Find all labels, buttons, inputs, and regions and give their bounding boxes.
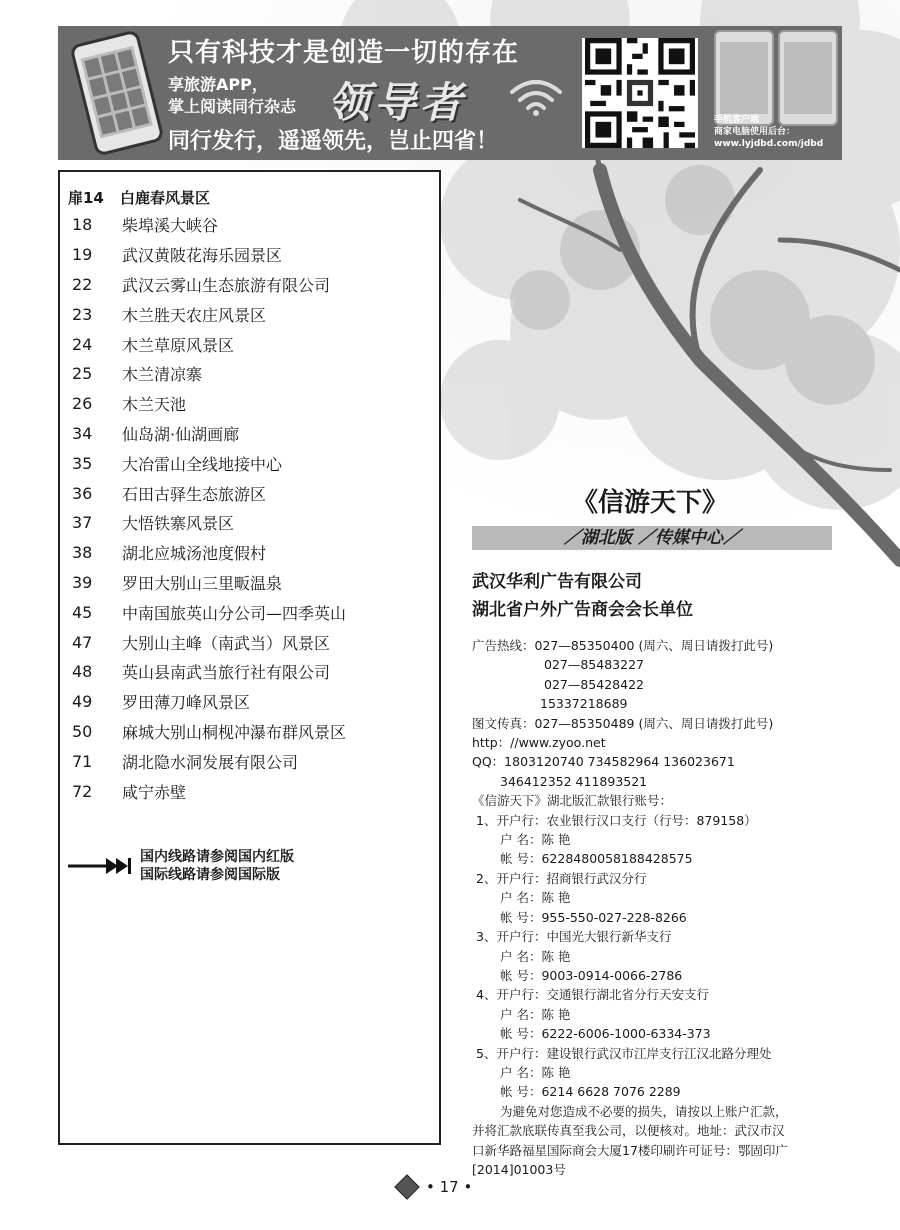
index-item[interactable] [68,448,439,478]
account-holder: 户 名：陈 艳 [500,832,571,848]
account-number: 帐 号：6228480058188428575 [500,851,693,867]
account-bank: 3、开户行：中国光大银行新华支行 [476,929,672,945]
index-item[interactable] [68,538,439,568]
index-page: 71 [72,751,93,771]
index-item[interactable] [68,776,439,806]
index-page: 36 [72,483,93,503]
index-item[interactable] [68,270,439,300]
index-name: 麻城大别山桐枧冲瀑布群风景区 [122,722,347,742]
index-page: 18 [72,215,93,235]
index-name: 大别山主峰（南武当）风景区 [122,633,331,653]
account-holder: 户 名：陈 艳 [500,890,571,906]
account-number: 帐 号：6214 6628 7076 2289 [500,1084,681,1100]
index-item[interactable] [68,657,439,687]
index-item[interactable] [68,508,439,538]
qq-line-2: 346412352 411893521 [500,773,648,789]
top-banner-ad[interactable] [58,26,842,160]
notice-text: 并将汇款底联传真至我公司，以便核对。地址：武汉市汉 [472,1123,785,1139]
index-name: 罗田大别山三里畈温泉 [122,573,283,593]
index-page: 37 [72,513,93,533]
banner-url[interactable]: www.lyjdbd.com/jdbd [714,139,824,149]
index-page: 扉14 [68,188,104,207]
account-bank: 2、开户行：招商银行武汉分行 [476,870,647,886]
account-holder: 户 名：陈 艳 [500,1064,571,1080]
index-page: 25 [72,364,93,384]
index-name: 大冶雷山全线地接中心 [122,454,283,474]
index-page: 22 [72,274,93,294]
index-page: 34 [72,423,93,443]
index-name: 英山县南武当旅行社有限公司 [122,663,331,683]
company-title: 湖北省户外广告商会会长单位 [472,600,693,620]
contact-block [472,636,842,1179]
index-name: 木兰天池 [122,395,187,415]
index-name: 木兰胜天农庄风景区 [122,305,267,325]
account-number: 帐 号：955-550-027-228-8266 [500,909,687,925]
notice-text: 口新华路福星国际商会大厦17楼印刷许可证号：鄂固印广 [472,1142,788,1158]
remit-title: 《信游天下》湖北版汇款银行账号： [472,793,673,809]
index-page: 72 [72,781,93,801]
index-item[interactable] [68,359,439,389]
wifi-icon [506,76,566,116]
banner-app-text: 享旅游APP， 掌上阅读同行杂志 [168,75,297,116]
company-name: 武汉华利广告有限公司 [472,572,642,592]
index-page: 26 [72,394,93,414]
index-item[interactable] [68,240,439,270]
index-name: 咸宁赤壁 [122,782,187,802]
account-bank: 5、开户行：建设银行武汉市江岸支行江汉北路分理处 [476,1045,772,1061]
phone-illustration [69,29,164,157]
index-name: 湖北应城汤池度假村 [122,544,267,564]
index-item[interactable] [68,746,439,776]
ad-hotline-4: 15337218689 [540,696,628,712]
index-page: 35 [72,453,93,473]
index-name: 白鹿春风景区 [120,188,211,207]
route-note [68,848,294,884]
route-note-international: 国际线路请参阅国际版 [140,867,280,883]
route-note-domestic: 国内线路请参阅国内红版 [140,849,294,865]
index-page: 49 [72,692,93,712]
index-name: 湖北隐水洞发展有限公司 [122,752,299,772]
banner-slogan: 只有科技才是创造一切的存在 [168,38,520,68]
index-item[interactable] [68,389,439,419]
banner-leader-text: 领导者 [328,78,467,127]
index-name: 中南国旅英山分公司—四季英山 [122,603,347,623]
account-number: 帐 号：6222-6006-1000-6334-373 [500,1026,711,1042]
account-number: 帐 号：9003-0914-0066-2786 [500,967,683,983]
account-bank: 4、开户行：交通银行湖北省分行天安支行 [476,987,709,1003]
index-name: 柴埠溪大峡谷 [122,216,219,236]
index-page: 38 [72,543,93,563]
page-footer [398,1176,472,1198]
banner-caption: 手机客户端 商家电脑使用后台： www.lyjdbd.com/jdbd [714,114,838,150]
index-item[interactable] [68,568,439,598]
index-name: 武汉黄陂花海乐园景区 [122,246,283,266]
publication-title: 《信游天下》 [572,488,729,518]
index-name: 大悟铁寨风景区 [122,514,235,534]
index-name: 罗田薄刀峰风景区 [122,693,251,713]
index-item[interactable] [68,627,439,657]
index-item[interactable] [68,419,439,449]
page-number: • 17 • [426,1178,473,1196]
index-item[interactable] [68,210,439,240]
ad-hotline-3: 027—85428422 [544,676,644,692]
index-page: 50 [72,721,93,741]
index-page: 39 [72,572,93,592]
fax-line: 图文传真：027—85350489 (周六、周日请拨打此号) [472,715,774,731]
account-holder: 户 名：陈 艳 [500,1006,571,1022]
index-item[interactable] [68,478,439,508]
qq-line: QQ：1803120740 734582964 136023671 [472,754,735,770]
index-item[interactable] [68,329,439,359]
index-item[interactable] [68,299,439,329]
index-item[interactable] [68,717,439,747]
index-page: 19 [72,245,93,265]
diamond-icon [394,1174,419,1199]
website-link[interactable]: http：//www.zyoo.net [472,735,606,751]
banner-bottom-slogan: 同行发行，遥遥领先，岂止四省！ [168,129,499,154]
notice-text: [2014]01003号 [472,1161,566,1177]
index-box [58,170,441,1145]
account-bank: 1、开户行：农业银行汉口支行（行号：879158） [476,812,757,828]
ad-hotline: 广告热线：027—85350400 (周六、周日请拨打此号) [472,638,774,653]
index-item[interactable] [68,687,439,717]
company-block [472,568,693,624]
index-name: 仙岛湖·仙湖画廊 [122,424,240,444]
index-name: 木兰清凉寨 [122,365,203,385]
index-name: 石田古驿生态旅游区 [122,484,267,504]
index-page: 48 [72,662,93,682]
index-name: 武汉云雾山生态旅游有限公司 [122,275,331,295]
app-screenshots [714,30,838,126]
index-page: 45 [72,602,93,622]
index-page: 23 [72,304,93,324]
account-holder: 户 名：陈 艳 [500,948,571,964]
ad-hotline-2: 027—85483227 [544,657,644,673]
notice-text: 为避免对您造成不必要的损失，请按以上账户汇款， [500,1103,788,1119]
arrow-right-icon [68,854,132,878]
index-name: 木兰草原风景区 [122,335,235,355]
index-page: 47 [72,632,93,652]
edition-bar: ／湖北版 ／传媒中心／ [472,526,832,550]
index-page: 24 [72,334,93,354]
index-item[interactable] [68,597,439,627]
qr-code[interactable] [582,38,698,148]
index-list [60,172,439,806]
index-item[interactable] [68,184,439,210]
